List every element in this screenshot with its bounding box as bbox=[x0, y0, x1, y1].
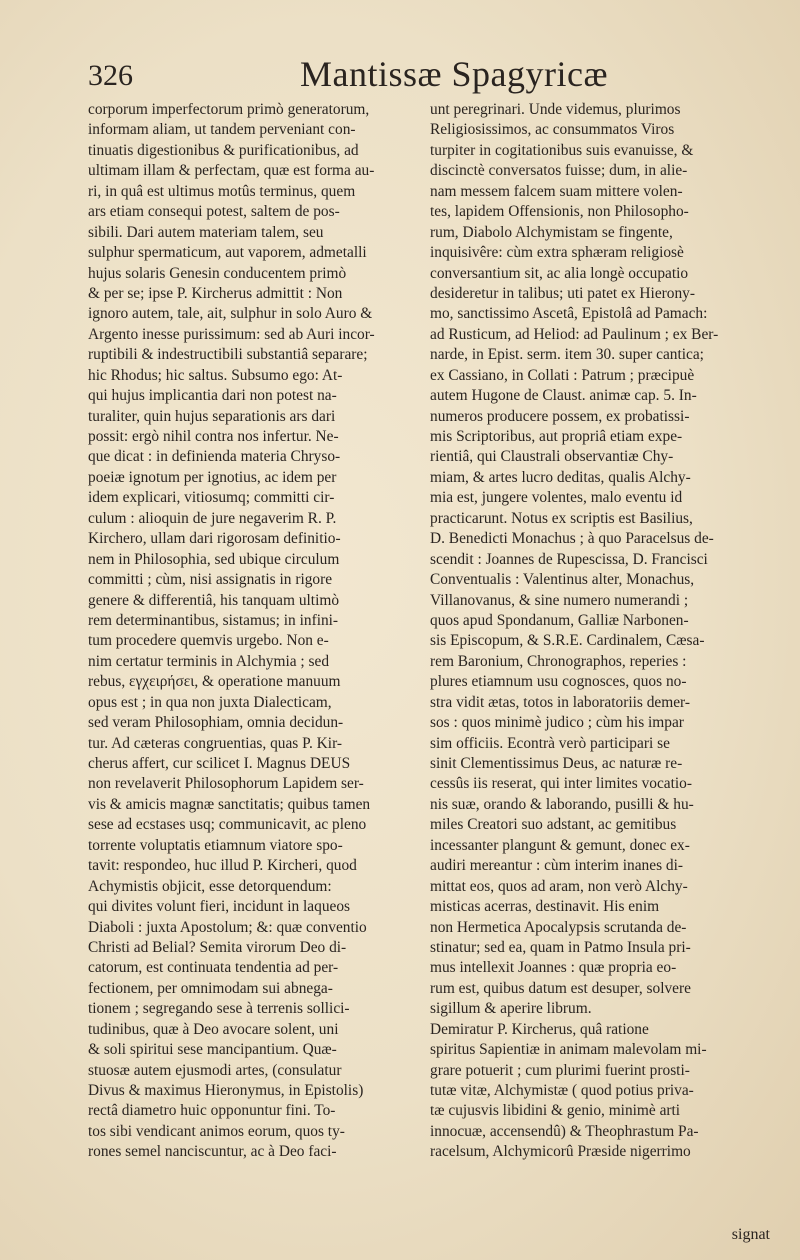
text-line: desideretur in talibus; uti patet ex Hierony- bbox=[430, 284, 695, 302]
text-line: narde, in Epist. serm. item 30. super cantica; bbox=[430, 346, 704, 364]
text-line: tum procedere quemvis urgebo. Non e- bbox=[88, 632, 329, 650]
running-head: Mantissæ Spagyricæ bbox=[300, 54, 609, 94]
text-line: conversantium sit, ac alia longè occupatio bbox=[430, 264, 689, 282]
text-line: Religiosissimos, ac consummatos Viros bbox=[430, 121, 675, 139]
text-line: rum, Diabolo Alchymistam se fingente, bbox=[430, 223, 673, 241]
text-line: nam messem falcem suam mittere volen- bbox=[430, 182, 683, 200]
text-line: ignoro autem, tale, ait, sulphur in solo Auro & bbox=[88, 305, 373, 323]
text-line: rientiâ, qui Claustrali observantiæ Chy- bbox=[430, 448, 674, 466]
right-column bbox=[430, 100, 768, 1163]
text-line: sulphur spermaticum, aut vaporem, admetalli bbox=[88, 244, 367, 262]
text-line: spiritus Sapientiæ in animam malevolam mi- bbox=[430, 1041, 707, 1059]
text-line: quos apud Spondanum, Galliæ Narbonen- bbox=[430, 611, 689, 629]
text-line: unt peregrinari. Unde videmus, plurimos bbox=[430, 101, 681, 118]
text-line: rones semel nanciscuntur, ac à Deo faci- bbox=[88, 1143, 337, 1161]
text-line: sese ad ecstases usq; communicavit, ac pleno bbox=[88, 816, 367, 834]
text-line: torrente voluptatis etiamnum viatore spo- bbox=[88, 836, 343, 854]
text-line: practicarunt. Notus ex scriptis est Basilius, bbox=[430, 509, 693, 527]
text-line: nim certatur terminis in Alchymia ; sed bbox=[88, 652, 330, 670]
text-line: tutæ vitæ, Alchymistæ ( quod potius priva- bbox=[430, 1082, 694, 1099]
text-line: hujus solaris Genesin conducentem primò bbox=[88, 264, 347, 282]
text-line: rectâ diametro huic opponuntur fini. To- bbox=[88, 1102, 336, 1120]
text-line: tos sibi vendicant animos eorum, quos ty- bbox=[88, 1122, 345, 1140]
text-line: discinctè conversatos fuisse; dum, in alie- bbox=[430, 162, 688, 180]
text-line: sos : quos minimè judico ; cùm his impar bbox=[430, 714, 684, 732]
text-line: rem Baronium, Chronographos, reperies : bbox=[430, 652, 687, 670]
text-line: Achymistis objicit, esse detorquendum: bbox=[88, 877, 332, 895]
text-line: tavit: respondeo, huc illud P. Kircheri, quod bbox=[88, 857, 357, 875]
text-line: innocuæ, accensendû) & Theophrastum Pa- bbox=[430, 1122, 699, 1140]
text-line: Kirchero, ullam dari rigorosam definitio- bbox=[88, 530, 341, 548]
text-line: nis suæ, orando & laborando, pusilli & hu- bbox=[430, 795, 694, 813]
text-line: fectionem, per omnimodam sui abnega- bbox=[88, 979, 333, 997]
text-line: plures etiamnum usu cognosces, quos no- bbox=[430, 673, 687, 691]
text-line: sigillum & aperire librum. bbox=[430, 1000, 592, 1018]
text-line: possit: ergò nihil contra nos infertur. Ne- bbox=[88, 428, 339, 445]
text-line: tinuatis digestionibus & purificationibus, ad bbox=[88, 141, 359, 159]
text-line: cessûs iis reserat, qui inter limites vocatio- bbox=[430, 775, 693, 793]
text-line: idem explicari, vitiosumq; committi cir- bbox=[88, 489, 335, 507]
text-line: ri, in quâ est ultimus motûs terminus, quem bbox=[88, 182, 356, 200]
text-line: ars etiam consequi potest, saltem de pos- bbox=[88, 203, 340, 221]
text-line: miam, & artes lucro deditas, qualis Alchy- bbox=[430, 468, 691, 486]
text-line: turpiter in cogitationibus suis evanuisse, & bbox=[430, 141, 694, 159]
text-line: opus est ; in qua non juxta Dialecticam, bbox=[88, 693, 332, 711]
text-line: Demiratur P. Kircherus, quâ ratione bbox=[430, 1020, 649, 1038]
text-line: tionem ; segregando sese à terrenis sollici- bbox=[88, 1000, 350, 1018]
text-line: tur. Ad cæteras congruentias, quas P. Kir- bbox=[88, 734, 343, 752]
text-line: rum est, quibus datum est desuper, solvere bbox=[430, 979, 691, 997]
text-line: tæ cujusvis libidini & genio, minimè arti bbox=[430, 1102, 681, 1120]
page-number: 326 bbox=[88, 59, 133, 92]
text-line: rebus, εγχειρήσει, & operatione manuum bbox=[88, 673, 341, 691]
text-line: Christi ad Belial? Semita virorum Deo di- bbox=[88, 938, 347, 956]
text-line: informam aliam, ut tandem perveniant con- bbox=[88, 121, 356, 139]
text-line: miles Creatori suo adstant, ac gemitibus bbox=[430, 816, 677, 834]
text-line: qui hujus implicantia dari non potest na- bbox=[88, 387, 337, 405]
text-line: scendit : Joannes de Rupescissa, D. Francisci bbox=[430, 550, 708, 568]
text-line: turaliter, quin hujus separationis ars dari bbox=[88, 407, 336, 425]
text-line: que dicat : in definienda materia Chryso- bbox=[88, 448, 341, 466]
text-line: grare potuerit ; cum plurimi fuerint prosti- bbox=[430, 1061, 690, 1079]
text-line: mus intellexit Joannes : quæ propria eo- bbox=[430, 959, 677, 977]
text-line: mittat eos, quos ad aram, non verò Alchy- bbox=[430, 877, 688, 895]
catchword: signat bbox=[731, 1226, 770, 1243]
text-line: stuosæ autem ejusmodi artes, (consulatur bbox=[88, 1061, 342, 1079]
text-line: poeiæ ignotum per ignotius, ac idem per bbox=[88, 468, 337, 486]
text-line: catorum, est continuata tendentia ad per- bbox=[88, 959, 339, 977]
text-line: numeros producere possem, ex probatissi- bbox=[430, 407, 690, 425]
text-line: mia est, jungere volentes, malo eventu id bbox=[430, 489, 683, 507]
text-line: culum : alioquin de jure negaverim R. P. bbox=[88, 509, 337, 527]
text-line: ex Cassiano, in Collati : Patrum ; præcipuè bbox=[430, 366, 695, 384]
text-line: cherus affert, cur scilicet I. Magnus DEUS bbox=[88, 755, 351, 772]
text-line: committi ; cùm, nisi assignatis in rigore bbox=[88, 571, 333, 589]
text-line: Villanovanus, & sine numero numerandi ; bbox=[430, 591, 689, 609]
text-line: sinit Clementissimus Deus, ac naturæ re- bbox=[430, 755, 683, 772]
text-line: racelsum, Alchymicorû Præside nigerrimo bbox=[430, 1143, 691, 1161]
text-line: nem in Philosophia, sed ubique circulum bbox=[88, 550, 340, 568]
text-line: ultimam illam & perfectam, quæ est forma au- bbox=[88, 162, 375, 180]
text-line: vis & amicis magnæ sanctitatis; quibus tamen bbox=[88, 795, 371, 813]
text-line: autem Hugone de Claust. animæ cap. 5. In- bbox=[430, 387, 697, 405]
text-line: incessanter plangunt & gemunt, donec ex- bbox=[430, 836, 690, 854]
text-line: hic Rhodus; hic saltus. Subsumo ego: At- bbox=[88, 366, 343, 384]
text-line: tudinibus, quæ à Deo avocare solent, uni bbox=[88, 1020, 339, 1038]
text-line: misticas acerras, destinavit. His enim bbox=[430, 898, 660, 916]
text-line: non revelaverit Philosophorum Lapidem ser- bbox=[88, 775, 364, 793]
text-line: inquisivêre: cùm extra sphæram religiosè bbox=[430, 244, 684, 262]
text-line: ruptibili & indestructibili substantiâ separare; bbox=[88, 346, 368, 364]
text-line: Argento inesse purissimum: sed ab Auri incor- bbox=[88, 325, 375, 343]
text-line: mo, sanctissimo Ascetâ, Epistolâ ad Pamach: bbox=[430, 305, 708, 323]
text-line: & soli spiritui sese mancipantium. Quæ- bbox=[88, 1041, 337, 1059]
text-line: ad Rusticum, ad Heliod: ad Paulinum ; ex Ber- bbox=[430, 325, 719, 343]
text-line: rem determinantibus, sistamus; in infini- bbox=[88, 611, 339, 629]
text-line: audiri mereantur : cùm interim inanes di- bbox=[430, 857, 684, 875]
text-line: mis Scriptoribus, aut propriâ etiam expe- bbox=[430, 428, 683, 445]
text-line: sim officiis. Econtrà verò participari se bbox=[430, 734, 670, 752]
text-line: sibili. Dari autem materiam talem, seu bbox=[88, 223, 324, 241]
text-line: sed veram Philosophiam, omnia decidun- bbox=[88, 714, 344, 732]
text-line: tes, lapidem Offensionis, non Philosopho- bbox=[430, 203, 689, 221]
text-line: D. Benedicti Monachus ; à quo Paracelsus de- bbox=[430, 530, 714, 548]
text-line: Diaboli : juxta Apostolum; &: quæ conventio bbox=[88, 918, 367, 936]
text-line: qui divites volunt fieri, incidunt in laqueos bbox=[88, 898, 351, 916]
text-line: Divus & maximus Hieronymus, in Epistolis) bbox=[88, 1082, 364, 1099]
left-column bbox=[88, 100, 423, 1163]
text-line: corporum imperfectorum primò generatorum, bbox=[88, 101, 370, 118]
text-line: Conventualis : Valentinus alter, Monachus, bbox=[430, 571, 695, 589]
text-line: & per se; ipse P. Kircherus admittit : Non bbox=[88, 284, 343, 302]
text-line: non Hermetica Apocalypsis scrutanda de- bbox=[430, 918, 687, 936]
text-line: genere & differentiâ, his tanquam ultimò bbox=[88, 591, 340, 609]
text-line: stra vidit ætas, totos in laboratoriis demer- bbox=[430, 693, 691, 711]
text-line: stinatur; sed ea, quam in Patmo Insula pri- bbox=[430, 938, 691, 956]
text-line: sis Episcopum, & S.R.E. Cardinalem, Cæsa- bbox=[430, 632, 705, 650]
